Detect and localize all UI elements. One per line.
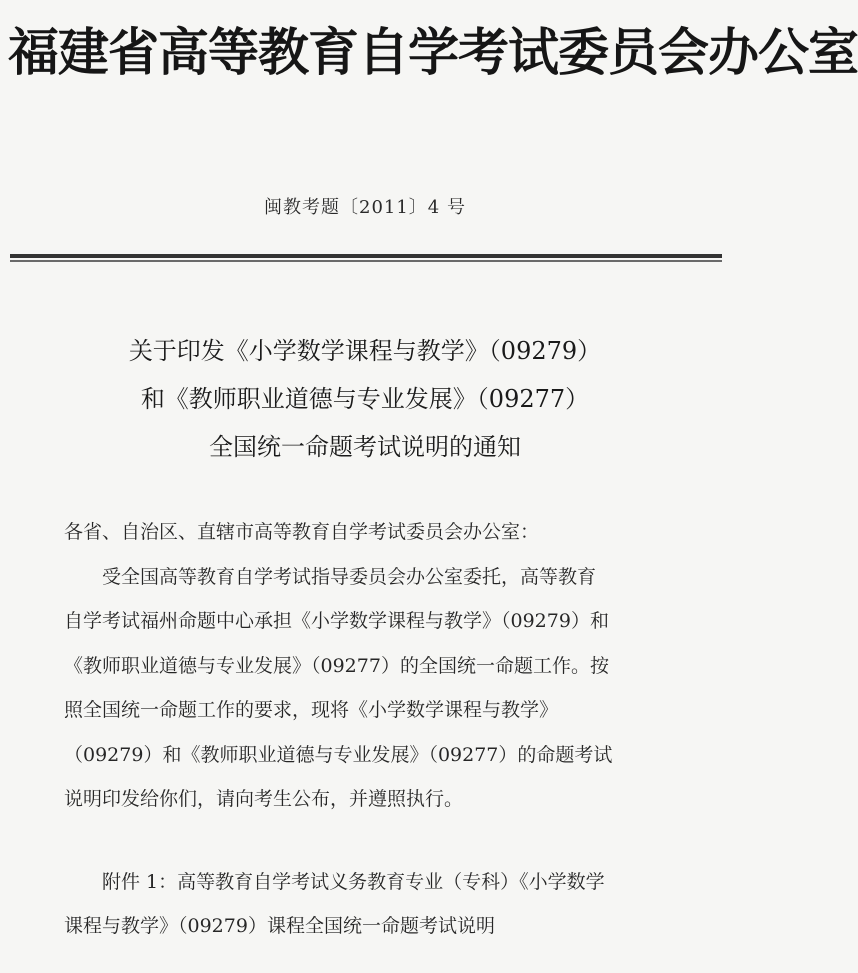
paragraph-line-4: 照全国统一命题工作的要求，现将《小学数学课程与教学》	[64, 699, 559, 721]
header-divider-thin	[10, 260, 722, 262]
paragraph-line-2: 自学考试福州命题中心承担《小学数学课程与教学》（09279）和	[64, 610, 609, 632]
attachment-line-2: 课程与教学》（09279）课程全国统一命题考试说明	[64, 915, 495, 937]
title-line-3: 全国统一命题考试说明的通知	[209, 433, 521, 461]
title-line-1: 关于印发《小学数学课程与教学》（09279）	[128, 337, 602, 365]
title-line-2: 和《教师职业道德与专业发展》（09277）	[140, 385, 590, 413]
paragraph-gap	[64, 822, 664, 860]
paragraph-line-5: （09279）和《教师职业道德与专业发展》（09277）的命题考试	[64, 743, 613, 766]
salutation: 各省、自治区、直辖市高等教育自学考试委员会办公室：	[64, 521, 540, 543]
paragraph-line-6: 说明印发给你们，请向考生公布，并遵照执行。	[64, 788, 464, 810]
paragraph-line-3: 《教师职业道德与专业发展》（09277）的全国统一命题工作。按	[64, 654, 609, 677]
header-divider-thick	[10, 254, 722, 258]
document-number: 闽教考题〔2011〕4 号	[264, 197, 466, 218]
notice-title	[0, 327, 730, 471]
notice-body	[64, 510, 664, 949]
attachment-line-1: 附件 1：高等教育自学考试义务教育专业（专科）《小学数学	[64, 870, 605, 893]
paragraph-line-1: 受全国高等教育自学考试指导委员会办公室委托，高等教育	[64, 565, 597, 588]
organization-header: 福建省高等教育自学考试委员会办公室	[8, 23, 858, 83]
